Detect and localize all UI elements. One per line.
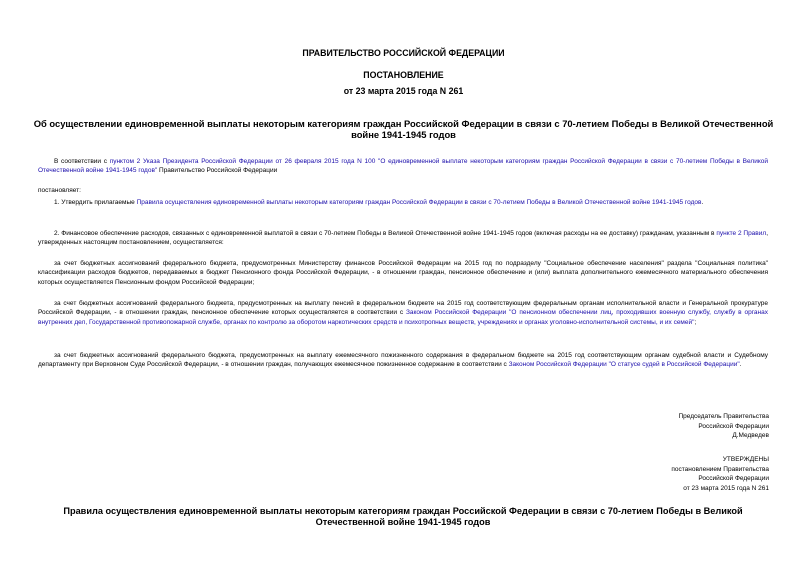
- preamble-suffix: Правительство Российской Федерации: [157, 167, 278, 175]
- sub-item-2-paragraph: [38, 299, 768, 327]
- signature-line-2: Российской Федерации: [698, 422, 769, 430]
- item-2-suffix: , утвержденных настоящим постановлением, осуществляется:: [38, 230, 768, 247]
- preamble-prefix: В соответствии с: [54, 158, 110, 165]
- date-number-heading: от 23 марта 2015 года N 261: [343, 86, 464, 96]
- document-title: Об осуществлении единовременной выплаты некоторым категориям граждан Российской Федерации в связи с 70-летием Победы в Великой Отечественной войне 1941-1945 годов: [33, 118, 774, 140]
- decree-word: постановляет:: [38, 187, 81, 194]
- sub-item-2-prefix: за счет бюджетных ассигнований федерального бюджета, предусмотренных на выплату пенсий в федеральном бюджете на 2015 год соответствующим федеральным органам исполнительной власти и Генеральной прокуратуре Российской Федерации, - в отношении граждан, пенсионное обеспечение которых осуществляется в соответствии с: [38, 300, 768, 317]
- signature-block: [569, 412, 769, 441]
- sub-item-2-suffix: ;: [694, 318, 697, 326]
- item-2-paragraph: [38, 229, 768, 248]
- decree-link[interactable]: пунктом 2 Указа Президента Российской Федерации от 26 февраля 2015 года N 100 "О единовременной выплате некоторым категориям граждан Российской Федерации в связи с 70-летием Победы в Великой Отечественной войне 1941-1945 годов": [38, 158, 769, 175]
- rules-link[interactable]: Правила осуществления единовременной выплаты некоторым категориям граждан Российской Федерации в связи с 70-летием Победы в Великой Отечественной войне 1941-1945 годов: [136, 199, 702, 206]
- approved-line-2: постановлением Правительства: [671, 465, 769, 473]
- judges-law-link[interactable]: Законом Российской Федерации "О статусе судей в Российской Федерации": [508, 361, 740, 369]
- approved-line-1: УТВЕРЖДЕНЫ: [722, 456, 769, 463]
- item-1-suffix: .: [701, 199, 704, 206]
- pension-law-link[interactable]: Законом Российской Федерации "О пенсионном обеспечении лиц, проходивших военную службу, службу в органах внутренних дел, Государственной противопожарной службе, органах по контролю за оборотом наркотических средств и психотропных веществ, учреждениях и органах уголовно-исполнительной системы, и их семей": [38, 309, 769, 326]
- sub-item-3-prefix: за счет бюджетных ассигнований федерального бюджета, предусмотренных на выплату ежемесячного пожизненного содержания в федеральном бюджете на 2015 год соответствующим органам судебной власти и Судебному департаменту при Верховном Суде Российской Федерации, - в отношении граждан, получающих ежемесячное пожизненное содержание в соответствии с: [38, 352, 768, 369]
- approved-line-4: от 23 марта 2015 года N 261: [683, 484, 769, 492]
- signature-line-3: Д.Медведев: [732, 432, 769, 440]
- sub-item-1-paragraph: за счет бюджетных ассигнований федерального бюджета, предусмотренных Министерству финансов Российской Федерации на 2015 год по подразделу "Социальное обеспечение населения" раздела "Социальная политика" классификации расходов бюджетов, передаваемых в бюджет Пенсионного фонда Российской Федерации, - в отношении граждан, пенсионное обеспечение и (или) выплата дополнительного ежемесячного материального обеспечения которых осуществляется Пенсионным фондом Российской Федерации;: [38, 260, 768, 286]
- approved-line-3: Российской Федерации: [698, 475, 769, 483]
- rules-item-2-link[interactable]: пункте 2 Правил: [716, 230, 767, 237]
- item-1-paragraph: [38, 198, 768, 207]
- signature-line-1: Председатель Правительства: [678, 413, 769, 420]
- government-heading: ПРАВИТЕЛЬСТВО РОССИЙСКОЙ ФЕДЕРАЦИИ: [302, 48, 505, 58]
- doc-type-heading: ПОСТАНОВЛЕНИЕ: [363, 70, 444, 80]
- item-2-prefix: 2. Финансовое обеспечение расходов, связанных с единовременной выплатой в связи с 70-летием Победы в Великой Отечественной войне 1941-1945 годов (включая расходы на ее доставку) гражданам, указанным в: [54, 230, 717, 237]
- rules-title: Правила осуществления единовременной выплаты некоторым категориям граждан Российской Федерации в связи с 70-летием Победы в Великой Отечественной войне 1941-1945 годов: [63, 506, 743, 527]
- approved-block: [569, 455, 769, 493]
- preamble-paragraph: [38, 157, 768, 176]
- sub-item-3-paragraph: [38, 351, 768, 370]
- item-1-prefix: 1. Утвердить прилагаемые: [54, 199, 137, 206]
- sub-item-3-suffix: .: [739, 361, 742, 369]
